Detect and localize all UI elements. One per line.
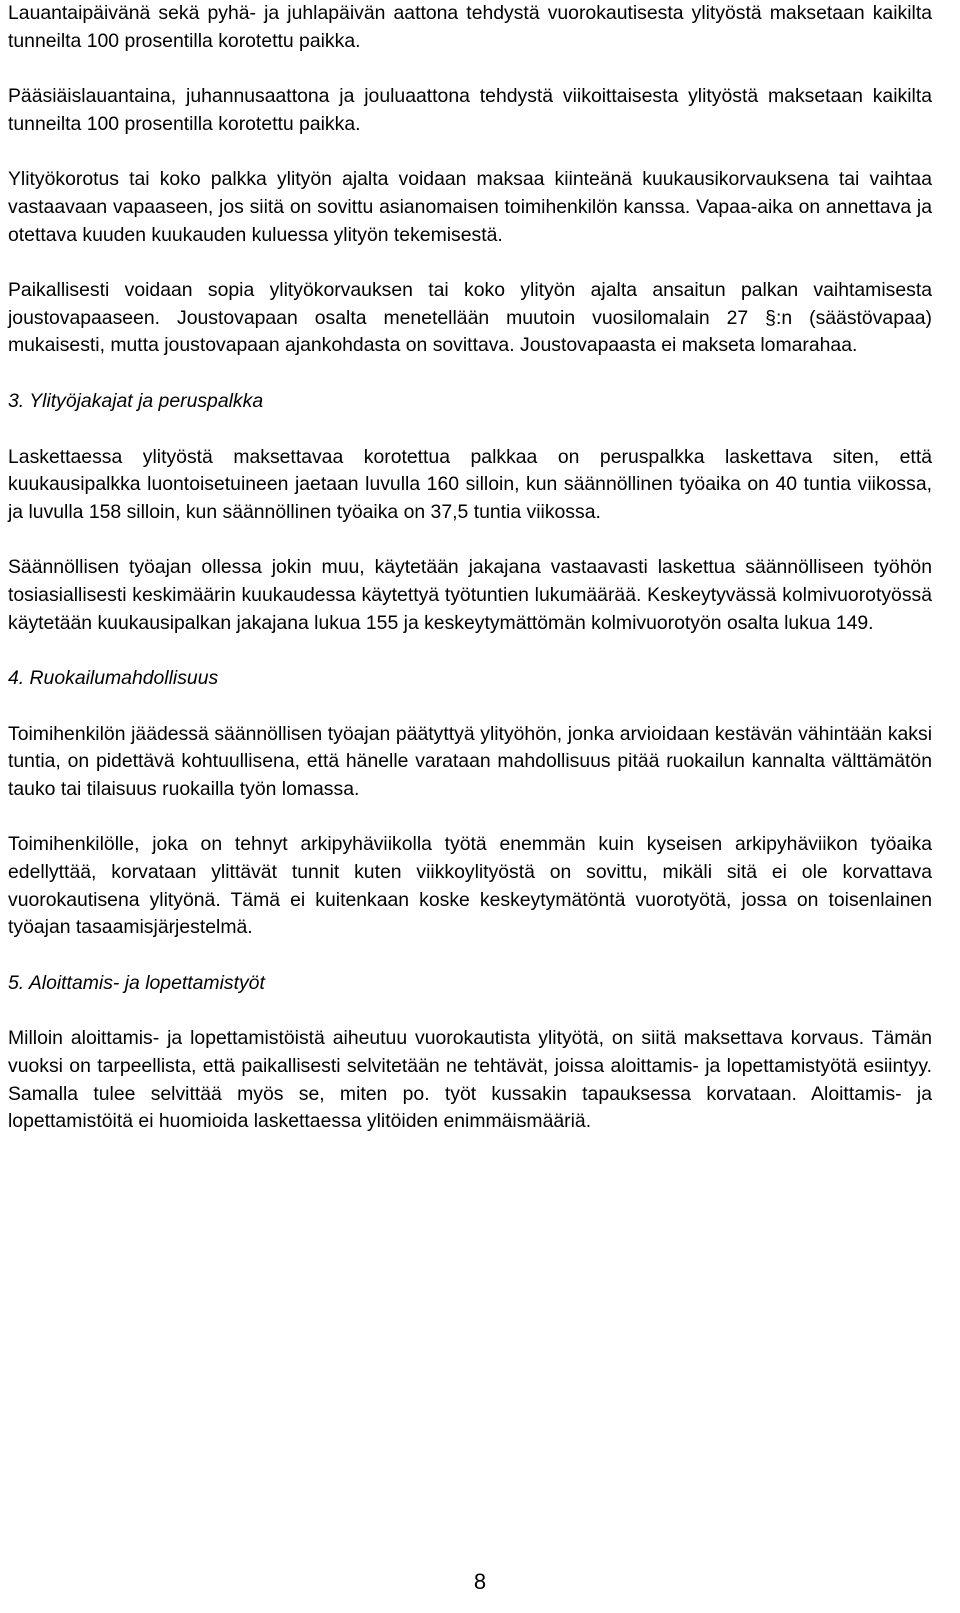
paragraph-other-working-time-divisor: Säännöllisen työajan ollessa jokin muu, käytetään jakajana vastaavasti laskettua säännölliseen työhön tosiasiallisesti keskimäärin kuukaudessa käytettyä työtuntien lukumäärää. Keskeytyvässä kolmivuorotyössä käytetään kuukausipalkan jakajana lukua 155 ja keskeytymättömän kolmivuorotyön osalta lukua 149. <box>8 556 932 634</box>
paragraph-start-stop-work: Milloin aloittamis- ja lopettamistöistä aiheutuu vuorokautista ylityötä, on siitä maksettava korvaus. Tämän vuoksi on tarpeellista, että paikallisesti selvitetään ne tehtävät, joissa aloittamis- ja lopettamistyötä esiintyy. Samalla tulee selvittää myös se, miten po. työt kussakin tapauksessa korvataan. Aloittamis- ja lopettamistöitä ei huomioida laskettaessa ylitöiden enimmäismääriä. <box>8 1027 932 1133</box>
paragraph-saturday-overtime: Lauantaipäivänä sekä pyhä- ja juhlapäivän aattona tehdystä vuorokautisesta ylityöstä maksetaan kaikilta tunneilta 100 prosentilla korotettu paikka. <box>8 2 932 52</box>
section-heading-3: 3. Ylityöjakajat ja peruspalkka <box>8 389 264 412</box>
paragraph-overtime-compensation: Ylityökorotus tai koko palkka ylityön ajalta voidaan maksaa kiinteänä kuukausikorvauksena tai vaihtaa vastaavaan vapaaseen, jos siitä on sovittu asianomaisen toimihenkilön kanssa. Vapaa-aika on annettava ja otettava kuuden kuukauden kuluessa ylityön tekemisestä. <box>8 168 932 246</box>
document-body <box>8 0 932 1136</box>
paragraph-holiday-week: Toimihenkilölle, joka on tehnyt arkipyhäviikolla työtä enemmän kuin kyseisen arkipyhäviikon työaika edellyttää, korvataan ylittävät tunnit kuten viikkoylityöstä on sovittu, mikäli sitä ei ole korvattava vuorokautisena ylityönä. Tämä ei kuitenkaan koske keskeytymätöntä vuorotyötä, jossa on toisenlainen työajan tasaamisjärjestelmä. <box>8 833 932 939</box>
paragraph-holiday-eve-overtime: Pääsiäislauantaina, juhannusaattona ja jouluaattona tehdystä viikoittaisesta ylityöstä maksetaan kaikilta tunneilta 100 prosentilla korotettu paikka. <box>8 85 932 135</box>
paragraph-flex-leave: Paikallisesti voidaan sopia ylityökorvauksen tai koko ylityön ajalta ansaitun palkan vaihtamisesta joustovapaaseen. Joustovapaan osalta menetellään muutoin vuosilomalain 27 §:n (säästövapaa) mukaisesti, mutta joustovapaan ajankohdasta on sovittava. Joustovapaasta ei makseta lomarahaa. <box>8 279 932 357</box>
section-heading-5: 5. Aloittamis- ja lopettamistyöt <box>8 971 265 994</box>
paragraph-base-pay-divisor: Laskettaessa ylityöstä maksettavaa korotettua palkkaa on peruspalkka laskettava siten, että kuukausipalkka luontoisetuineen jaetaan luvulla 160 silloin, kun säännöllinen työaika on 40 tuntia viikossa, ja luvulla 158 silloin, kun säännöllinen työaika on 37,5 tuntia viikossa. <box>8 445 932 523</box>
page-number: 8 <box>473 1569 487 1594</box>
paragraph-meal-break: Toimihenkilön jäädessä säännöllisen työajan päätyttyä ylityöhön, jonka arvioidaan kestävän vähintään kaksi tuntia, on pidettävä kohtuullisena, että hänelle varataan mahdollisuus pitää ruokailun kannalta välttämätön tauko tai tilaisuus ruokailla työn lomassa. <box>8 722 932 800</box>
section-heading-4: 4. Ruokailumahdollisuus <box>8 667 219 690</box>
